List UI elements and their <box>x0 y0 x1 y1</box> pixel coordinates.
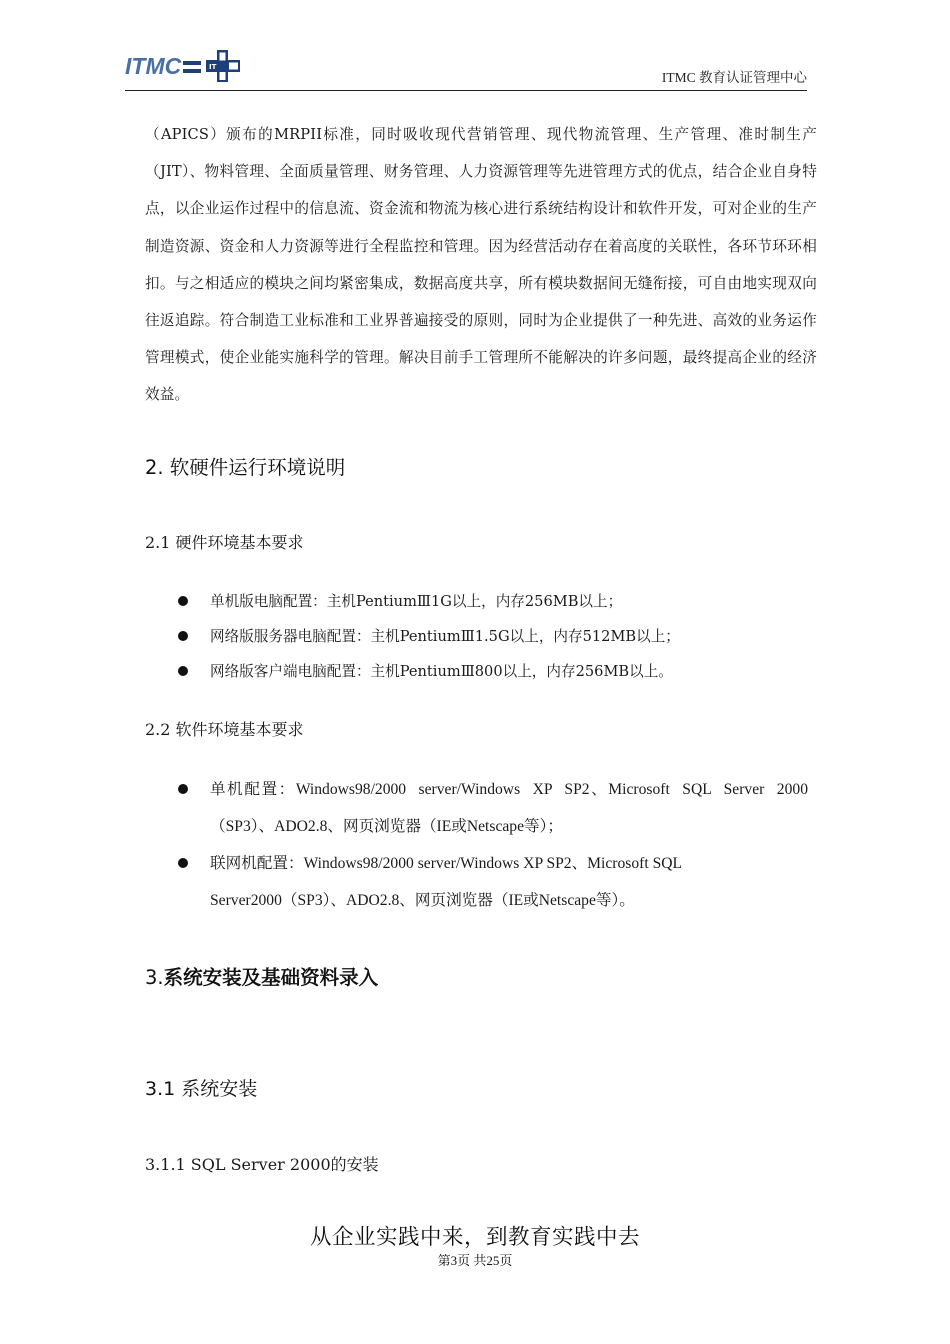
intro-paragraph: （APICS）颁布的MRPII标准，同时吸收现代营销管理、现代物流管理、生产管理、准时制生产（JIT）、物料管理、全面质量管理、财务管理、人力资源管理等先进管理方式的优点，结合企业自身特点，以企业运作过程中的信息流、资金流和物流为核心进行系统结构设计和软件开发，可对企业的生产制造资源、资金和人力资源等进行全程监控和管理。因为经营活动存在着高度的关联性，各环节环环相扣。与之相适应的模块之间均紧密集成，数据高度共享，所有模块数据间无缝衔接，可自由地实现双向往返追踪。符合制造工业标准和工业界普遍接受的原则，同时为企业提供了一种先进、高效的业务运作管理模式，使企业能实施科学的管理。解决目前手工管理所不能解决的许多问题，最终提高企业的经济效益。 <box>145 126 817 404</box>
list-item-text: 联网机配置：Windows98/2000 server/Windows XP SP2、Microsoft SQL Server2000（SP3）、ADO2.8、网页浏览器（IE或Netscape等）。 <box>210 855 682 909</box>
section-3-1-heading: 3.1 系统安装 <box>145 1078 258 1100</box>
list-item <box>178 771 808 845</box>
itmc-logo <box>125 48 241 84</box>
list-item-text: 单机版电脑配置：主机PentiumⅢ1G以上，内存256MB以上； <box>210 593 623 610</box>
logo-text: ITMC <box>125 52 182 79</box>
list-item <box>178 619 808 654</box>
section-2-1-heading: 2.1 硬件环境基本要求 <box>145 533 304 552</box>
section-3-1-1-heading: 3.1.1 SQL Server 2000的安装 <box>145 1155 379 1174</box>
list-item-text: 单机配置：Windows98/2000 server/Windows XP SP2、Microsoft SQL Server 2000（SP3）、ADO2.8、网页浏览器（IE或Netscape等）； <box>210 781 808 835</box>
list-item <box>178 845 808 919</box>
list-item-text: 网络版服务器电脑配置：主机PentiumⅢ1.5G以上，内存512MB以上； <box>210 628 680 645</box>
software-requirements-list <box>178 771 808 919</box>
bullet-icon <box>178 784 188 794</box>
it-management-logo-icon <box>205 49 241 83</box>
section-3-number: 3. <box>145 966 164 989</box>
bullet-icon <box>178 631 188 641</box>
section-2-2-heading: 2.2 软件环境基本要求 <box>145 720 304 739</box>
list-item <box>178 654 808 689</box>
list-item-text: 网络版客户端电脑配置：主机PentiumⅢ800以上，内存256MB以上。 <box>210 663 673 680</box>
bullet-icon <box>178 858 188 868</box>
list-item <box>178 584 808 619</box>
section-2-heading: 2. 软硬件运行环境说明 <box>145 456 346 479</box>
footer-slogan: 从企业实践中来，到教育实践中去 <box>309 1225 640 1250</box>
section-3-heading <box>145 962 378 990</box>
page-header <box>125 44 807 91</box>
section-3-title: 系统安装及基础资料录入 <box>163 966 379 989</box>
hardware-requirements-list <box>178 584 808 689</box>
header-title: ITMC 教育认证管理中心 <box>661 70 807 85</box>
svg-text:IT: IT <box>209 63 217 71</box>
logo-equals-icon <box>183 61 201 73</box>
bullet-icon <box>178 666 188 676</box>
bullet-icon <box>178 596 188 606</box>
page-number: 第3页 共25页 <box>437 1253 513 1268</box>
